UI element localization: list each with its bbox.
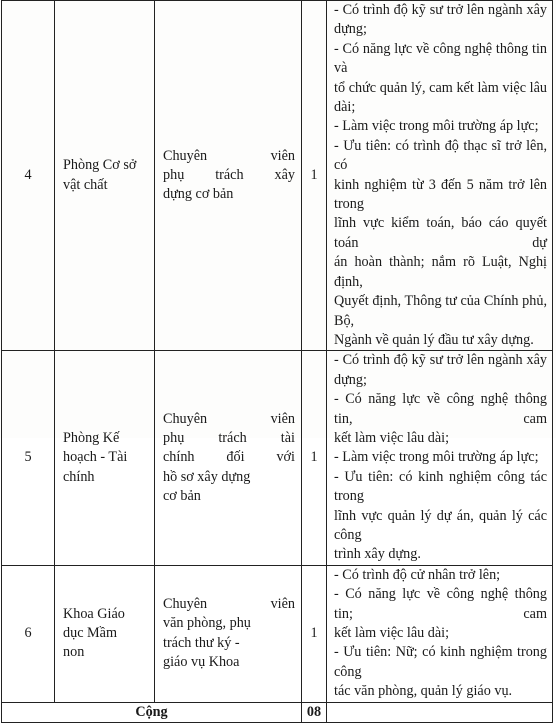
position-line: Chuyên viên: [163, 147, 295, 164]
quantity-cell: 1: [302, 351, 327, 565]
position-line: hồ sơ xây dựng: [163, 468, 251, 485]
total-row: [2, 702, 553, 722]
department-line: vật chất: [63, 176, 108, 193]
department-cell: [55, 565, 155, 702]
requirement-line: dựng;: [334, 371, 367, 388]
requirement-line: lĩnh vực kiểm toán, báo cáo quyết toán dự: [334, 215, 547, 251]
department-line: chính: [63, 468, 95, 485]
position-line: phụ trách xây: [163, 166, 295, 183]
total-label: Cộng: [2, 702, 302, 722]
requirement-line: - Ưu tiên: có kinh nghiệm công tác trong: [334, 468, 547, 505]
position-line: chính đối với: [163, 449, 295, 466]
requirement-line: - Có năng lực về công nghệ thông tin; cam: [334, 586, 547, 622]
requirement-line: - Làm việc trong môi trường áp lực;: [334, 118, 539, 135]
position-line: Chuyên viên: [163, 410, 295, 427]
department-line: non: [63, 644, 85, 661]
total-empty-cell: [327, 702, 553, 722]
requirement-line: - Ưu tiên: có trình độ thạc sĩ trở lên, có: [334, 137, 547, 174]
requirement-line: - Làm việc trong môi trường áp lực;: [334, 449, 539, 466]
department-line: dục Mầm: [63, 625, 117, 641]
department-line: Phòng Cơ sở: [63, 157, 137, 174]
row-number: 4: [2, 1, 55, 351]
requirement-line: - Có năng lực về công nghệ thông tin và: [334, 40, 547, 77]
requirement-line: dựng;: [334, 21, 367, 38]
table-row: [2, 565, 553, 702]
table-row: [2, 1, 553, 351]
department-cell: [55, 351, 155, 565]
row-number: 5: [2, 351, 55, 565]
position-line: trách thư ký -: [163, 634, 240, 651]
requirement-line: Quyết định, Thông tư của Chính phủ, Bộ,: [334, 293, 547, 329]
requirement-line: án hoàn thành; nắm rõ Luật, Nghị định,: [334, 254, 547, 290]
department-line: Phòng Kế: [63, 429, 120, 446]
position-line: Chuyên viên: [163, 595, 295, 612]
requirements-cell: [327, 1, 553, 351]
position-line: phụ trách tài: [163, 429, 295, 446]
requirement-line: tác văn phòng, quản lý giáo vụ.: [334, 683, 513, 700]
requirement-line: - Có trình độ kỹ sư trở lên ngành xây: [334, 2, 547, 18]
requirement-line: kết làm việc lâu dài;: [334, 625, 450, 641]
requirement-line: - Ưu tiên: Nữ; có kinh nghiệm trong công: [334, 644, 547, 680]
requirement-line: - Có năng lực về công nghệ thông tin, cam: [334, 391, 547, 427]
position-cell: [155, 565, 302, 702]
department-line: hoạch - Tài: [63, 449, 128, 466]
row-number: 6: [2, 565, 55, 702]
table-row: [2, 351, 553, 565]
quantity-cell: 1: [302, 565, 327, 702]
requirement-line: kinh nghiệm từ 3 đến 5 năm trở lên trong: [334, 176, 547, 213]
requirement-line: lĩnh vực quản lý dự án, quản lý các công: [334, 507, 547, 543]
requirements-cell: [327, 565, 553, 702]
requirement-line: kết làm việc lâu dài;: [334, 429, 450, 446]
recruitment-table: [1, 0, 553, 723]
position-cell: [155, 351, 302, 565]
requirement-line: - Có trình độ cử nhân trở lên;: [334, 566, 501, 583]
position-line: giáo vụ Khoa: [163, 654, 240, 671]
total-value: 08: [302, 702, 327, 722]
requirement-line: tổ chức quản lý, cam kết làm việc lâu dài;: [334, 79, 547, 116]
requirements-cell: [327, 351, 553, 565]
requirement-line: Ngành về quản lý đầu tư xây dựng.: [334, 331, 534, 348]
quantity-cell: 1: [302, 1, 327, 351]
position-cell: [155, 1, 302, 351]
requirement-line: - Có trình độ kỹ sư trở lên ngành xây: [334, 352, 547, 369]
position-line: cơ bản: [163, 488, 201, 505]
requirement-line: trình xây dựng.: [334, 546, 421, 563]
department-line: Khoa Giáo: [63, 605, 125, 622]
position-line: dựng cơ bản: [163, 186, 234, 203]
department-cell: [55, 1, 155, 351]
position-line: văn phòng, phụ: [163, 615, 251, 632]
